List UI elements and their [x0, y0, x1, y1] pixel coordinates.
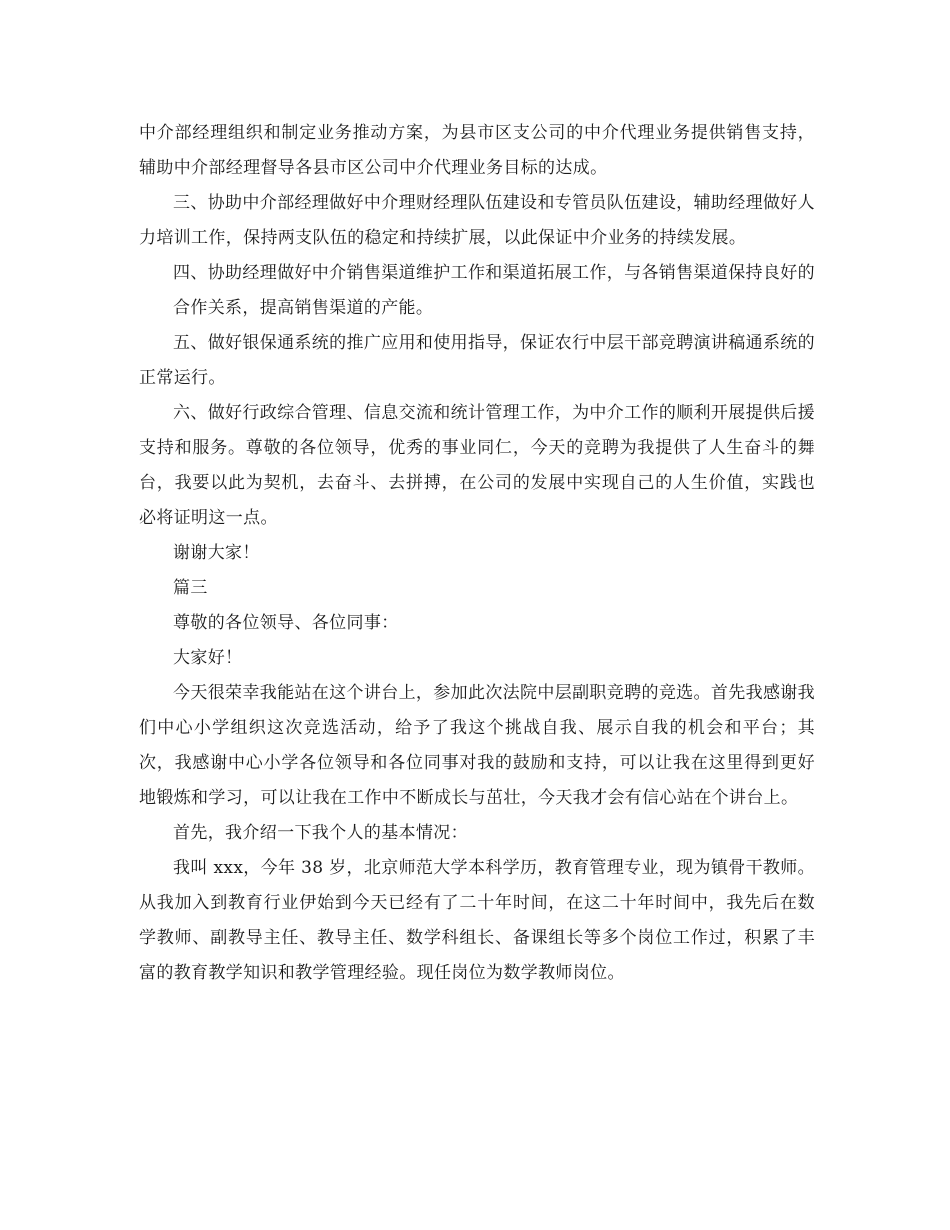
- paragraph: 我叫 xxx，今年 38 岁，北京师范大学本科学历，教育管理专业，现为镇骨干教师。从我加入到教育行业伊始到今天已经有了二十年时间，在这二十年时间中，我先后在数学教师、副教导主任、教导主任、数学科组长、备课组长等多个岗位工作过，积累了丰富的教育教学知识和教学管理经验。现任岗位为数学教师岗位。: [139, 858, 815, 983]
- paragraph: 首先，我介绍一下我个人的基本情况：: [173, 823, 468, 843]
- paragraph: 三、协助中介部经理做好中介理财经理队伍建设和专管员队伍建设，辅助经理做好人力培训工作，保持两支队伍的稳定和持续扩展，以此保证中介业务的持续发展。: [139, 193, 815, 248]
- paragraph: 今天很荣幸我能站在这个讲台上，参加此次法院中层副职竞聘的竞选。首先我感谢我们中心小学组织这次竞选活动，给予了我这个挑战自我、展示自我的机会和平台；其次，我感谢中心小学各位领导和各位同事对我的鼓励和支持，可以让我在这里得到更好地锻炼和学习，可以让我在工作中不断成长与茁壮，今天我才会有信心站在个讲台上。: [139, 683, 815, 808]
- greeting: 大家好！: [173, 648, 243, 668]
- paragraph: 六、做好行政综合管理、信息交流和统计管理工作，为中介工作的顺利开展提供后援支持和服务。尊敬的各位领导，优秀的事业同仁，今天的竞聘为我提供了人生奋斗的舞台，我要以此为契机，去奋斗、去拼搏，在公司的发展中实现自己的人生价值，实践也必将证明这一点。: [139, 403, 815, 528]
- paragraph: 四、协助经理做好中介销售渠道维护工作和渠道拓展工作，与各销售渠道保持良好的: [173, 263, 815, 283]
- paragraph: 五、做好银保通系统的推广应用和使用指导，保证农行中层干部竞聘演讲稿通系统的正常运行。: [139, 333, 815, 388]
- salutation: 尊敬的各位领导、各位同事：: [173, 613, 399, 633]
- section-heading: 篇三: [173, 578, 208, 598]
- document-body: [139, 116, 815, 991]
- paragraph: 中介部经理组织和制定业务推动方案，为县市区支公司的中介代理业务提供销售支持，辅助中介部经理督导各县市区公司中介代理业务目标的达成。: [139, 123, 815, 178]
- paragraph: 合作关系，提高销售渠道的产能。: [173, 298, 434, 318]
- paragraph: 谢谢大家！: [173, 543, 260, 563]
